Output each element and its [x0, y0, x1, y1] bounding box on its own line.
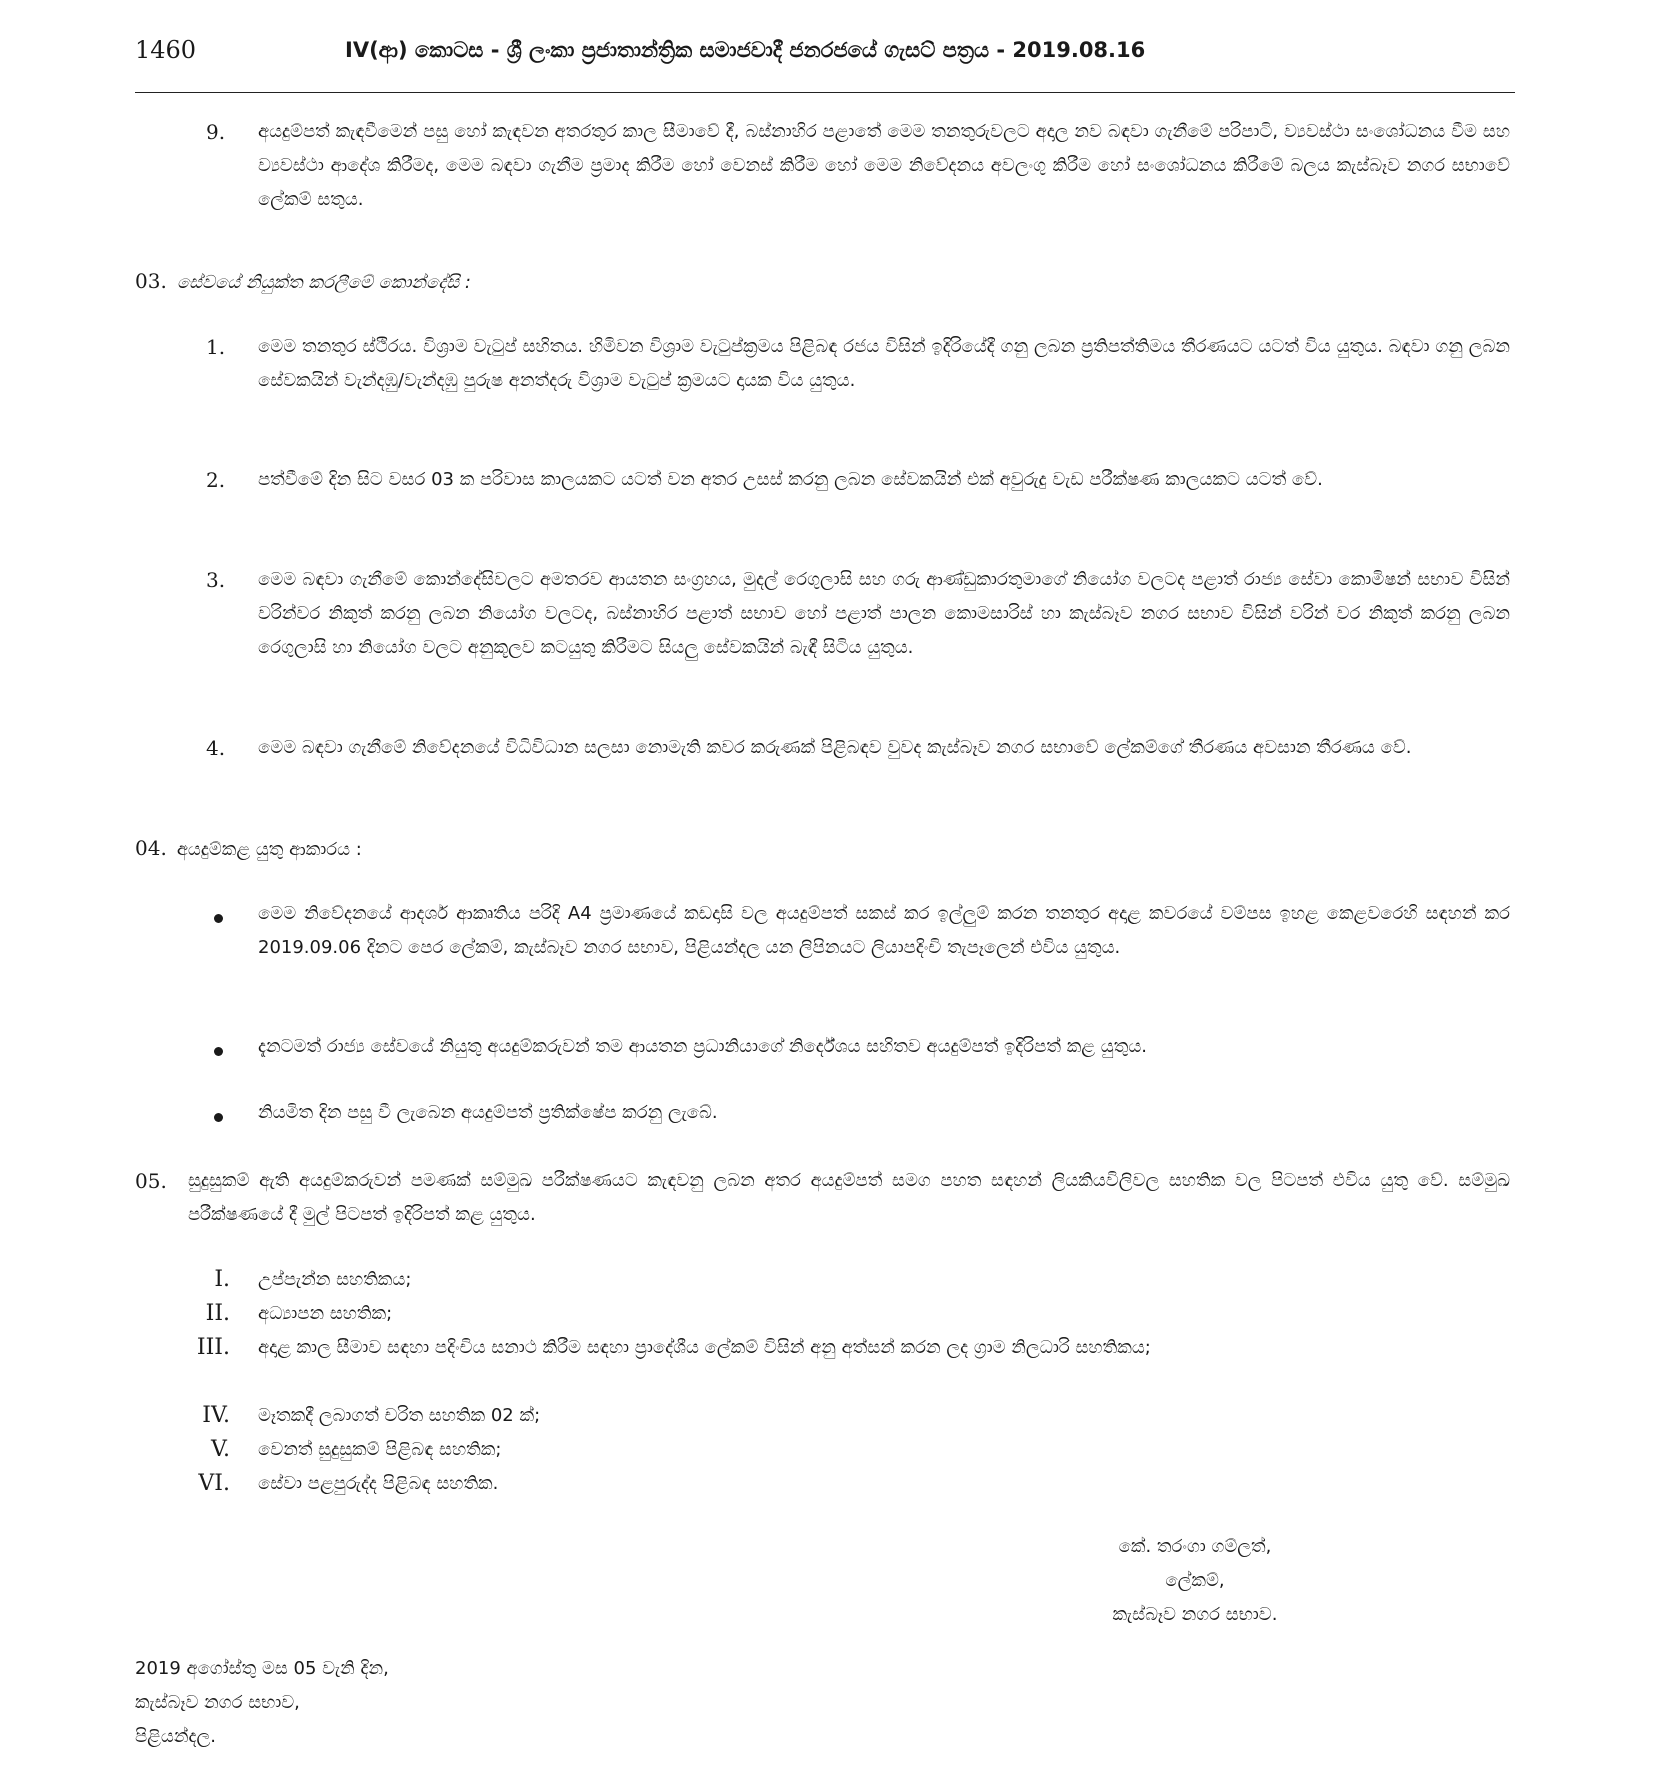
document-5-number: V. — [210, 1437, 230, 1462]
section-04-bullet-3-text: නියමිත දින පසු වී ලැබෙන අයදුම්පත් ප්‍රතික්ෂේප කරනු ලැබේ. — [258, 1102, 718, 1123]
document-4-number: IV. — [202, 1403, 230, 1428]
section-03-item-2-text: පත්වීමේ දින සිට වසර 03 ක පරිවාස කාලයකට යටත් වන අතර උසස් කරනු ලබන සේවකයින් එක් අවුරුදු වැඩ පරීක්ෂණ කාලයකට යටත් වේ. — [258, 469, 1323, 490]
section-03-title: සේවයේ නියුක්ත කරලීමේ කොන්දේසි : — [176, 272, 471, 293]
section-03-item-1-number: 1. — [206, 335, 226, 359]
signatory-designation: ලේකම්, — [1165, 1570, 1225, 1591]
section-05-number: 05. — [135, 1169, 167, 1193]
bullet-dot — [214, 1047, 223, 1056]
section-03-number: 03. — [135, 269, 167, 293]
section-03-item-4-number: 4. — [206, 736, 226, 760]
item-9-text: අයදුම්පත් කැඳවීමෙන් පසු හෝ කැඳවන අතරතුර කාල සීමාවේ දී, බස්නාහිර පළාතේ මෙම තනතුරුවලට අදාල නව බඳවා ගැනීමේ පරිපාටි, ව්‍යවස්ථා සංශෝධනය වීම සහ ව්‍යවස්ථා ආදේශ කිරීමද, මෙම බඳවා ගැනීම ප්‍රමාද කිරීම හෝ වෙනස් කිරීම හෝ මෙම නිවේදනය අවලංගු කිරීම හෝ සංශෝධනය කිරීමේ බලය කැස්බෑව නගර සභාවේ ලේකම් සතුය. — [258, 121, 1510, 210]
document-2-number: II. — [205, 1301, 230, 1326]
section-04-bullet-2-text: දැනටමත් රාජ්‍ය සේවයේ නියුතු අයදුම්කරුවන් තම ආයතන ප්‍රධානියාගේ නිර්දේශය සහිතව අයදුම්පත් ඉදිරිපත් කළ යුතුය. — [258, 1036, 1147, 1057]
document-3-number: III. — [196, 1335, 230, 1360]
section-03-item-2-number: 2. — [206, 468, 226, 492]
page-header — [135, 30, 1515, 90]
document-6-number: VI. — [198, 1471, 230, 1496]
section-04-heading — [135, 831, 362, 867]
signature-block — [1030, 1530, 1360, 1632]
document-3-text: අදාළ කාල සීමාව සඳහා පදිංචිය සනාථ කිරීම සඳහා ප්‍රාදේශීය ලේකම් විසින් අනු අත්සන් කරන ලද ග්‍රාම නිලධාරි සහතිකය; — [258, 1337, 1151, 1358]
document-1-number: I. — [214, 1267, 230, 1292]
section-03-item-4-text: මෙම බඳවා ගැනීමේ නිවේදනයේ විධිවිධාන සලසා නොමැති කවර කරුණක් පිළිබඳව වුවද කැස්බෑව නගර සභාවේ ලේකම්ගේ තීරණය අවසාන තීරණය වේ. — [258, 737, 1412, 758]
section-04-bullet-1-text: මෙම නිවේදනයේ ආදර්ශ ආකෘතිය පරිදි A4 ප්‍රමාණයේ කඩදාසි වල අයදුම්පත් සකස් කර ඉල්ලුම් කරන තනතුර අදාළ කවරයේ වම්පස ඉහළ කෙළවරෙහි සඳහන් කර 2019.09.06 දිනට පෙර ලේකම්, කැස්බෑව නගර සභාව, පිළියන්දල යන ලිපිනයට ලියාපදිංචි තැපෑලෙන් එවිය යුතුය. — [258, 903, 1510, 958]
footer-office: කැස්බෑව නගර සභාව, — [135, 1692, 300, 1713]
bullet-dot — [214, 1113, 223, 1122]
section-04-number: 04. — [135, 836, 167, 860]
footer-block — [135, 1652, 389, 1754]
signatory-name: කේ. තරංගා ගම්ලත්, — [1118, 1536, 1272, 1557]
section-03-item-3-number: 3. — [206, 568, 226, 592]
document-5-text: වෙනත් සුදුසුකම් පිළිබඳ සහතික; — [258, 1439, 502, 1460]
gazette-title: IV(ආ) කොටස - ශ්‍රී ලංකා ප්‍රජාතාන්ත්‍රික සමාජවාදී ජනරජයේ ගැසට් පත්‍රය - 2019.08.16 — [345, 38, 1146, 62]
document-2-text: අධ්‍යාපන සහතික; — [258, 1303, 393, 1324]
footer-place: පිළියන්දල. — [135, 1726, 216, 1747]
bullet-dot — [214, 914, 223, 923]
section-03-heading — [135, 264, 471, 300]
document-4-text: මෑතකදී ලබාගත් චරිත සහතික 02 ක්; — [258, 1405, 541, 1426]
section-04-title: අයදුම්කළ යුතු ආකාරය : — [176, 839, 362, 860]
page-number: 1460 — [135, 36, 197, 64]
document-1-text: උප්පැන්න සහතිකය; — [258, 1269, 412, 1290]
header-divider — [135, 92, 1515, 93]
section-03-item-3-text: මෙම බඳවා ගැනීමේ කොන්දේසිවලට අමතරව ආයතන සංග්‍රහය, මුදල් රෙගුලාසි සහ ගරු ආණ්ඩුකාරතුමාගේ නියෝග වලටද පළාත් රාජ්‍ය සේවා කොමිෂන් සභාව විසින් වරින්වර නිකුත් කරනු ලබන නියෝග වලටද, බස්නාහිර පළාත් සභාව හෝ පළාත් පාලන කොමසාරිස් හා කැස්බෑව නගර සභාව විසින් වරින් වර නිකුත් කරනු ලබන රෙගුලාසි හා නියෝග වලට අනුකූලව කටයුතු කිරීමට සියලු සේවකයින් බැඳී සිටිය යුතුය. — [258, 569, 1510, 658]
section-05-text: සුදුසුකම් ඇති අයදුම්කරුවන් පමණක් සම්මුඛ පරීක්ෂණයට කැඳවනු ලබන අතර අයදුම්පත් සමග පහත සඳහන් ලියකියවිලිවල සහතික වල පිටපත් එවිය යුතු වේ. සම්මුඛ පරීක්ෂණයේ දී මුල් පිටපත් ඉදිරිපත් කළ යුතුය. — [188, 1170, 1510, 1225]
signatory-office: කැස්බෑව නගර සභාව. — [1112, 1604, 1278, 1625]
footer-date: 2019 අගෝස්තු මස 05 වැනි දින, — [135, 1658, 389, 1679]
section-03-item-1-text: මෙම තනතුර ස්ථිරය. විශ්‍රාම වැටුප් සහිතය. හිමිවන විශ්‍රාම වැටුප්ක්‍රමය පිළිබඳ රජය විසින් ඉදිරියේදී ගනු ලබන ප්‍රතිපත්තිමය තීරණයට යටත් විය යුතුය. බඳවා ගනු ලබන සේවකයින් වැන්දඹු/වැන්දඹු පුරුෂ අනත්දරු විශ්‍රාම වැටුප් ක්‍රමයට දායක විය යුතුය. — [258, 336, 1510, 391]
document-6-text: සේවා පළපුරුද්ද පිළිබඳ සහතික. — [258, 1473, 499, 1494]
item-9-number: 9. — [206, 120, 226, 144]
